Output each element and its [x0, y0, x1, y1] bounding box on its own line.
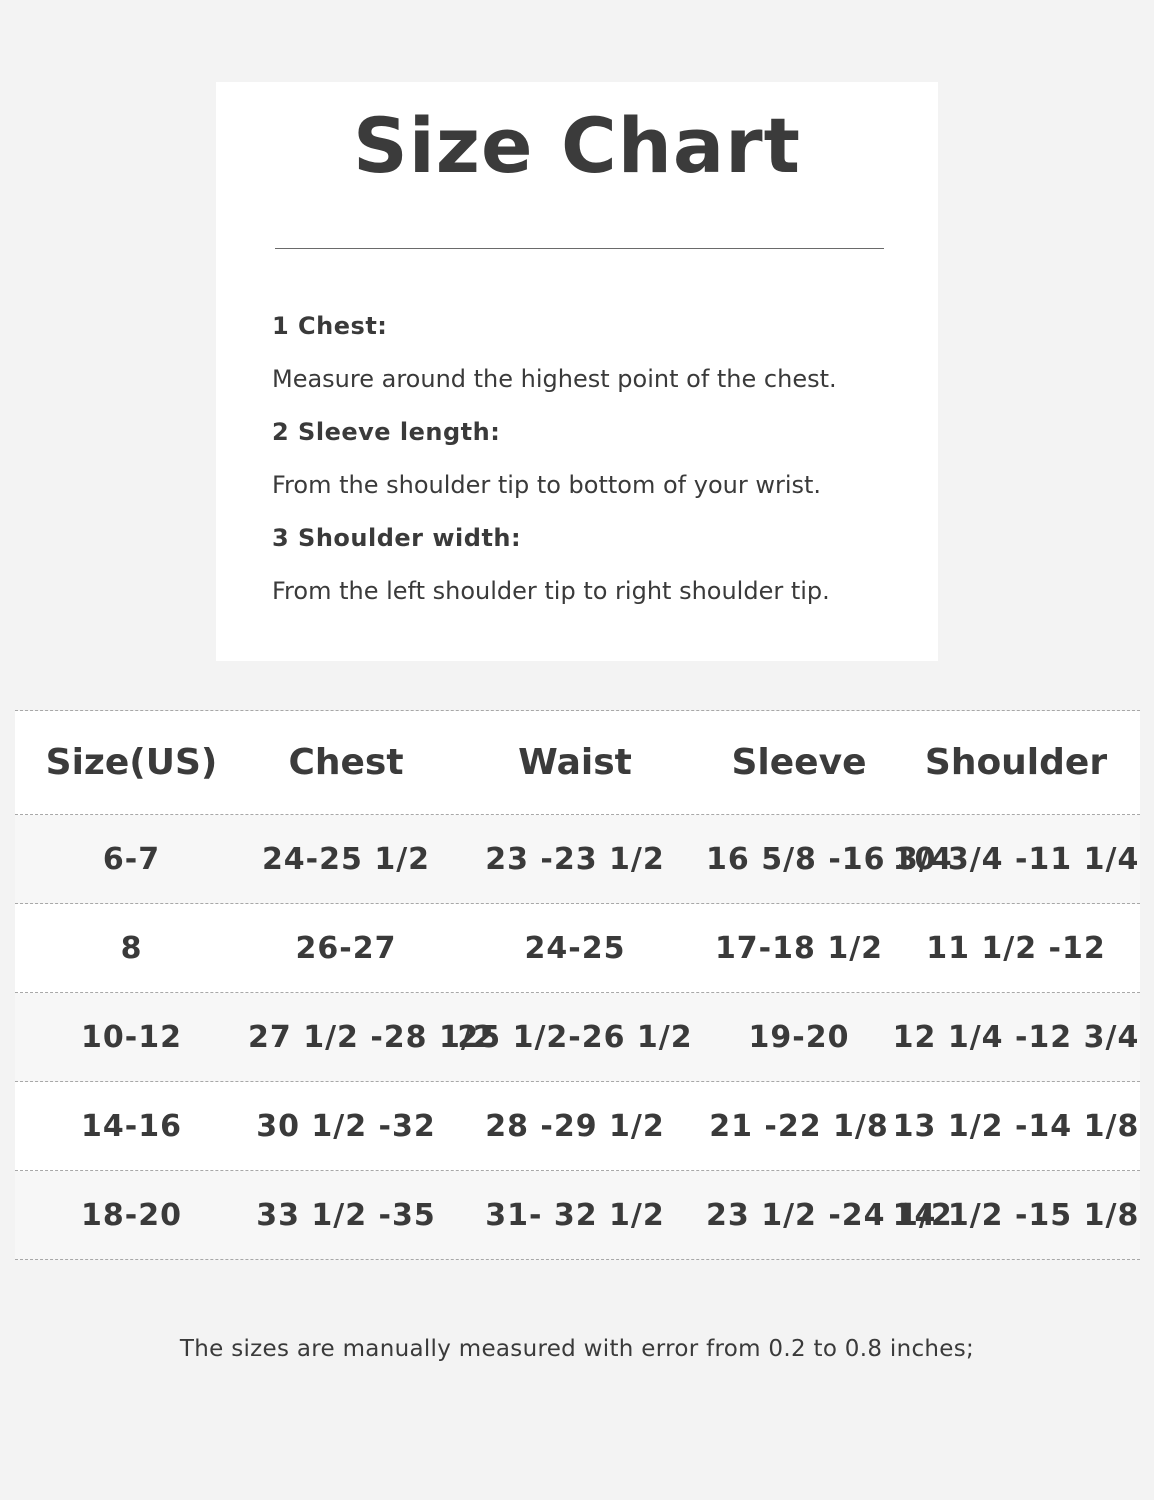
size-table: [15, 710, 1140, 1260]
cell-waist: 28 -29 1/2: [485, 1108, 665, 1144]
column-header-waist: Waist: [518, 742, 632, 783]
sleeve-definition-text: From the shoulder tip to bottom of your wrist.: [272, 471, 822, 499]
cell-size: 18-20: [81, 1197, 182, 1233]
table-header-row: [15, 711, 1140, 815]
cell-shoulder: 11 1/2 -12: [926, 930, 1106, 966]
sleeve-definition-label: 2 Sleeve length:: [272, 418, 501, 446]
shoulder-definition-label: 3 Shoulder width:: [272, 524, 522, 552]
cell-size: 10-12: [81, 1019, 182, 1055]
measurement-note: The sizes are manually measured with error from 0.2 to 0.8 inches;: [179, 1336, 975, 1362]
chest-definition-text: Measure around the highest point of the chest.: [272, 365, 837, 393]
shoulder-definition-text: From the left shoulder tip to right shoulder tip.: [272, 577, 830, 605]
cell-chest: 30 1/2 -32: [256, 1108, 436, 1144]
cell-shoulder: 14 1/2 -15 1/8: [892, 1197, 1140, 1233]
table-row: [15, 1171, 1140, 1260]
table-row: [15, 1082, 1140, 1171]
cell-waist: 24-25: [524, 930, 626, 966]
size-guide-card: [216, 82, 938, 661]
table-row: [15, 993, 1140, 1082]
cell-chest: 26-27: [295, 930, 397, 966]
cell-waist: 25 1/2-26 1/2: [457, 1019, 693, 1055]
table-body: [15, 815, 1140, 1260]
column-header-chest: Chest: [288, 742, 404, 783]
table-row: [15, 815, 1140, 904]
cell-shoulder: 12 1/4 -12 3/4: [892, 1019, 1140, 1055]
cell-chest: 33 1/2 -35: [256, 1197, 436, 1233]
cell-sleeve: 23 1/2 -24 1/2: [706, 1197, 953, 1233]
cell-waist: 31- 32 1/2: [485, 1197, 665, 1233]
column-header-sleeve: Sleeve: [731, 742, 867, 783]
table-row: [15, 904, 1140, 993]
column-header-shoulder: Shoulder: [924, 742, 1108, 783]
cell-sleeve: 17-18 1/2: [714, 930, 884, 966]
cell-waist: 23 -23 1/2: [485, 841, 665, 877]
cell-sleeve: 19-20: [748, 1019, 850, 1055]
cell-chest: 27 1/2 -28 1/2: [248, 1019, 495, 1055]
cell-sleeve: 16 5/8 -16 3/4: [706, 841, 953, 877]
cell-sleeve: 21 -22 1/8: [709, 1108, 889, 1144]
measurement-definitions: [272, 308, 912, 626]
cell-shoulder: 13 1/2 -14 1/8: [892, 1108, 1140, 1144]
cell-size: 8: [120, 930, 143, 966]
chest-definition-label: 1 Chest:: [272, 312, 388, 340]
column-header-size: Size(US): [45, 742, 218, 783]
page-title: Size Chart: [352, 101, 801, 190]
title-divider: [275, 248, 884, 249]
cell-size: 14-16: [81, 1108, 182, 1144]
cell-size: 6-7: [102, 841, 161, 877]
cell-shoulder: 10 3/4 -11 1/4: [892, 841, 1140, 877]
cell-chest: 24-25 1/2: [261, 841, 431, 877]
